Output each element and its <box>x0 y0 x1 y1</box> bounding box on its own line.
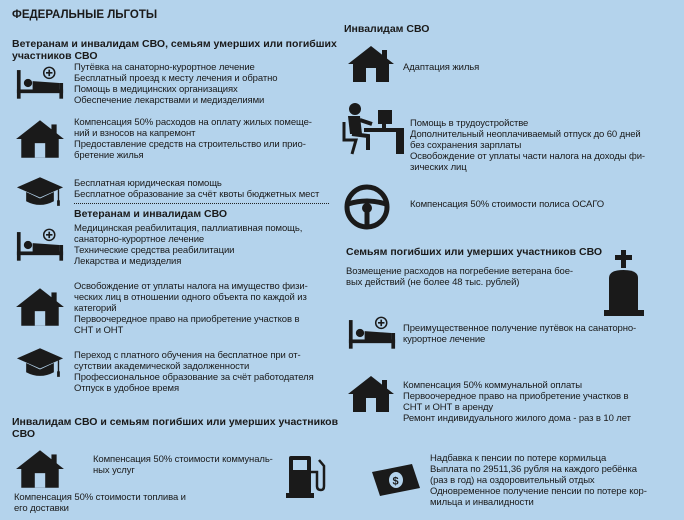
graduation-cap-icon <box>16 175 64 209</box>
benefit-text: Компенсация 50% коммунальной оплаты Первоочередное право на приобретение участков в СНТ и ОНТ в аренду Ремонт индивидуального жилого дома - раз в 10 лет <box>403 380 631 424</box>
bed-icon <box>348 316 396 350</box>
section-heading-veterans-families: Ветеранам и инвалидам СВО, семьям умерших или погибших участников СВО <box>12 38 337 62</box>
fuel-pump-icon <box>286 452 328 498</box>
gravestone-icon <box>604 250 644 318</box>
house-icon <box>14 286 66 328</box>
benefit-text: Надбавка к пенсии по потере кормильца Выплата по 29511,36 рубля на каждого ребёнка (раз в год) на оздоровительный отдых Одновременное получение пенсии по потере кор- мильца и инвалидности <box>430 453 647 508</box>
benefit-text: Путёвка на санаторно-курортное лечение Бесплатный проезд к месту лечения и обратно Помощь в медицинских организациях Обеспечение лекарствами и медизделиями <box>74 62 278 106</box>
house-icon <box>14 118 66 160</box>
section-heading-veterans-invalids: Ветеранам и инвалидам СВО <box>74 208 228 220</box>
benefit-text: Помощь в трудоустройстве Дополнительный неоплачиваемый отпуск до 60 дней без сохранения зарплаты Освобождение от уплаты части налога на доходы фи- зических лиц <box>410 118 645 173</box>
office-worker-icon <box>338 100 406 156</box>
benefit-text: Освобождение от уплаты налога на имущество физи- ческих лиц в отношении одного объекта по каждой из категорий Первоочередное право на приобретение участков в СНТ и ОНТ <box>74 281 308 336</box>
house-icon <box>346 44 396 84</box>
section-heading-families: Семьям погибших или умерших участников СВО <box>346 246 603 258</box>
benefit-text: Медицинская реабилитация, паллиативная помощь, санаторно-курортное лечение Технические средства реабилитации Лекарства и медизделия <box>74 223 303 267</box>
bed-icon <box>16 66 64 100</box>
section-heading-invalids-families: Инвалидам СВО и семьям погибших или умерших участников СВО <box>12 416 339 440</box>
house-icon <box>346 374 396 414</box>
svg-text:$: $ <box>392 475 399 488</box>
benefit-text: Адаптация жилья <box>403 62 480 73</box>
benefit-text: Возмещение расходов на погребение ветерана бое- вых действий (не более 48 тыс. рублей) <box>346 266 573 288</box>
divider <box>74 203 329 204</box>
page-title: ФЕДЕРАЛЬНЫЕ ЛЬГОТЫ <box>12 9 158 21</box>
benefit-text: Компенсация 50% стоимости топлива и его доставки <box>14 492 186 514</box>
money-icon <box>370 460 422 500</box>
benefit-text: Переход с платного обучения на бесплатное при от- сутствии академической задолженности Профессиональное образование за счёт работодателя Отпуск в удобное время <box>74 350 314 394</box>
benefit-text: Компенсация 50% расходов на оплату жилых помеще- ний и взносов на капремонт Предоставление средств на строительство или прио- бретение жилья <box>74 117 312 161</box>
benefit-text: Бесплатная юридическая помощь Бесплатное образование за счёт квоты бюджетных мест <box>74 178 320 200</box>
benefit-text: Преимущественное получение путёвок на санаторно- курортное лечение <box>403 323 637 345</box>
bed-icon <box>16 228 64 262</box>
steering-wheel-icon <box>344 184 390 230</box>
benefit-text: Компенсация 50% стоимости коммуналь- ных услуг <box>93 454 273 476</box>
section-heading-invalids: Инвалидам СВО <box>344 23 430 35</box>
benefit-text: Компенсация 50% стоимости полиса ОСАГО <box>410 199 605 210</box>
graduation-cap-icon <box>16 346 64 380</box>
house-icon <box>14 448 66 490</box>
